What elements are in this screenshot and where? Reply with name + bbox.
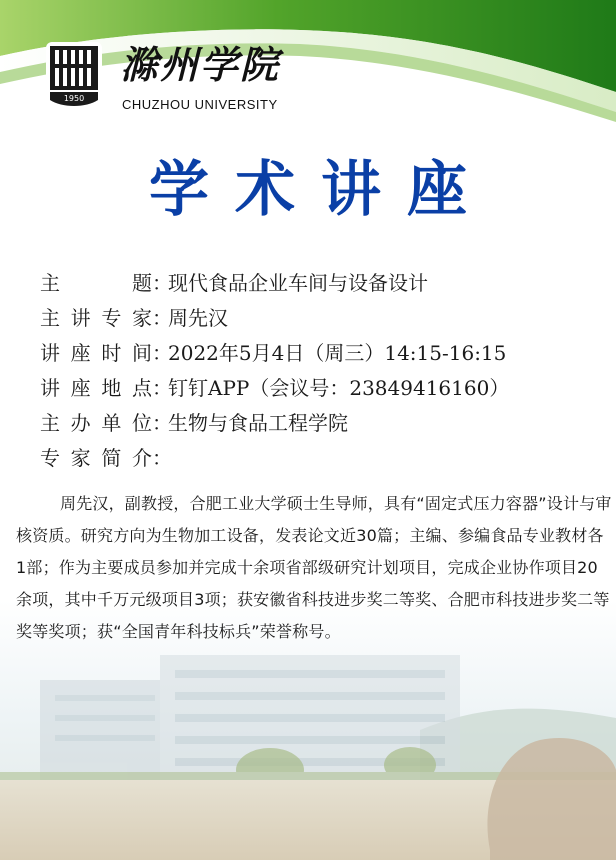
info-value: 现代食品企业车间与设备设计 xyxy=(168,271,428,295)
university-emblem-icon xyxy=(46,42,102,108)
info-label: 专家简介 xyxy=(40,446,152,470)
info-row-topic: 主 题 ： 现代食品企业车间与设备设计 xyxy=(40,264,509,299)
info-label: 主 题 xyxy=(40,271,152,295)
lecture-info xyxy=(40,264,509,474)
info-row-speaker: 主讲专家 ： 周先汉 xyxy=(40,299,509,334)
info-row-organizer: 主办单位 ： 生物与食品工程学院 xyxy=(40,404,509,439)
info-label: 主办单位 xyxy=(40,411,152,435)
info-value: 钉钉APP（会议号：23849416160） xyxy=(168,376,510,400)
info-label: 讲座时间 xyxy=(40,341,152,365)
info-row-time: 讲座时间 ： 2022年5月4日（周三）14:15-16:15 xyxy=(40,334,509,369)
university-name-en: CHUZHOU UNIVERSITY xyxy=(122,97,278,112)
info-row-bio-heading: 专家简介 ： xyxy=(40,439,509,474)
poster-title: 学术讲座 xyxy=(149,155,493,225)
info-label: 讲座地点 xyxy=(40,376,152,400)
info-value: 周先汉 xyxy=(168,306,228,330)
info-label: 主讲专家 xyxy=(40,306,152,330)
university-name-cn: 滁州学院 xyxy=(120,42,281,87)
info-value: 生物与食品工程学院 xyxy=(168,411,348,435)
speaker-bio: 周先汉，副教授，合肥工业大学硕士生导师，具有“固定式压力容器”设计与审核资质。研究方向为生物加工设备，发表论文近30篇；主编、参编食品专业教材各1部；作为主要成员参加并完成十余项省部级研究计划项目，完成企业协作项目20余项，其中千万元级项目3项；获安徽省科技进步奖二等奖、合肥市科技进步奖二等奖等奖项；获“全国青年科技标兵”荣誉称号。 xyxy=(16,494,612,641)
info-value: 2022年5月4日（周三）14:15-16:15 xyxy=(168,341,507,365)
info-row-location: 讲座地点 ： 钉钉APP（会议号：23849416160） xyxy=(40,369,509,404)
emblem-year: 1950 xyxy=(63,94,85,103)
